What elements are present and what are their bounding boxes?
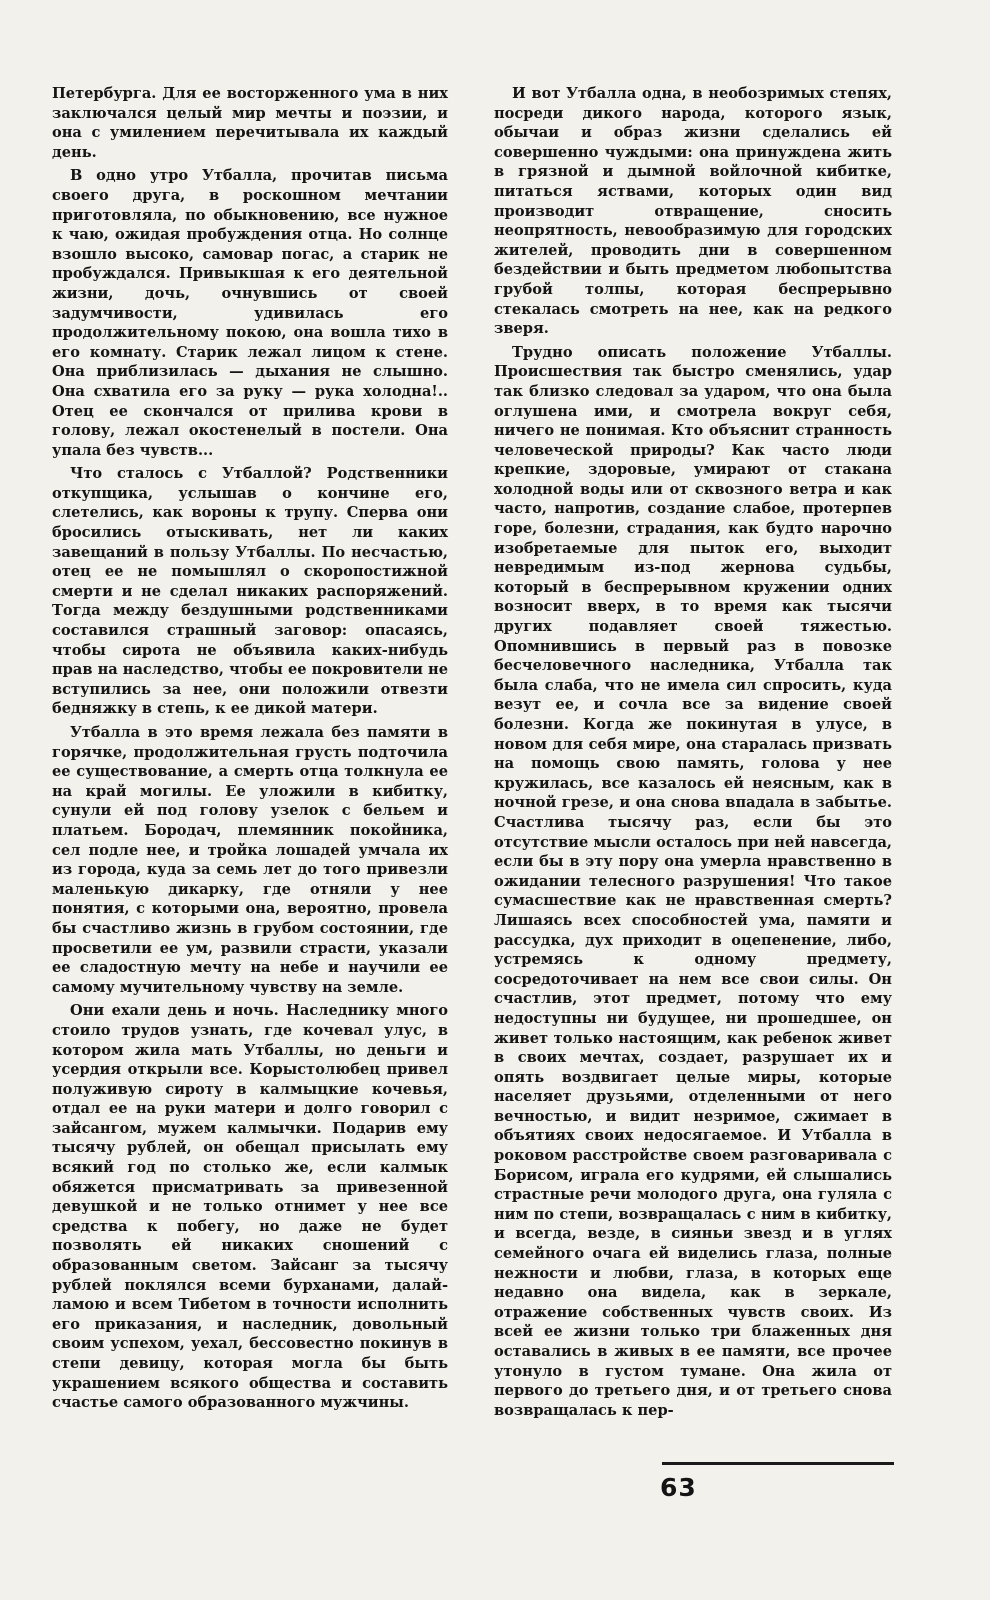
page-number: 63 xyxy=(660,1473,697,1502)
paragraph: И вот Утбалла одна, в необозримых степях, посреди дикого народа, которого язык, обычаи и образ жизни сделались ей совершенно чуждыми: она принуждена жить в грязной и дымной войлочной кибитке, питаться яствами, которых один вид производит отвращение, сносить неопрятность, невообразимую для городских жителей, проводить дни в совершенном бездействии и быть предметом любопытства грубой толпы, которая беспрерывно стекалась смотреть на нее, как на редкого зверя. xyxy=(494,85,892,338)
left-text-column xyxy=(52,84,448,1417)
paragraph: В одно утро Утбалла, прочитав письма своего друга, в роскошном мечтании приготовляла, по обыкновению, все нужное к чаю, ожидая пробуждения отца. Но солнце взошло высоко, самовар погас, а старик не пробуждался. Привыкшая к его деятельной жизни, дочь, очнувшись от своей задумчивости, удивилась его продолжительному покою, она вошла тихо в его комнату. Старик лежал лицом к стене. Она приблизилась — дыхания не слышно. Она схватила его за руку — рука холодна!.. Отец ее скончался от прилива крови в голову, лежал окостенелый в постели. Она упала без чувств... xyxy=(52,167,448,459)
paragraph: Утбалла в это время лежала без памяти в горячке, продолжительная грусть подточила ее существование, а смерть отца толкнула ее на край могилы. Ее уложили в кибитку, сунули ей под голову узелок с бельем и платьем. Бородач, племянник покойника, сел подле нее, и тройка лошадей умчала их из города, куда за семь лет до того привезли маленькую дикарку, где отняли у нее понятия, с которыми она, вероятно, провела бы счастливо жизнь в грубом состоянии, где просветили ее ум, развили страсти, указали ее сладостную мечту на небе и научили ее самому мучительному чувству на земле. xyxy=(52,724,448,996)
paragraph: Трудно описать положение Утбаллы. Происшествия так быстро сменялись, удар так близко следовал за ударом, что она была оглушена ими, и смотрела вокруг себя, ничего не понимая. Кто объяснит странность человеческой природы? Как часто люди крепкие, здоровые, умирают от стакана холодной воды или от сквозного ветра и как часто, напротив, создание слабое, протерпев горе, болезни, страдания, как будто нарочно изобретаемые для пыток его, выходит невредимым из-под жернова судьбы, который в беспрерывном кружении одних возносит вверх, в то время как тысячи других подавляет своей тяжестью. Опомнившись в первый раз в повозке бесчеловечного наследника, Утбалла так была слаба, что не имела сил спросить, куда везут ее, и сочла все за видение своей болезни. Когда же покинутая в улусе, в новом для себя мире, она старалась призвать на помощь свою память, голова у нее кружилась, все казалось ей неясным, как в ночной грезе, и она снова впадала в забытье. Счастлива тысячу раз, если бы это отсутствие мысли осталось при ней навсегда, если бы в эту пору она умерла нравственно в ожидании телесного разрушения! Что такое сумасшествие как не нравственная смерть? Лишаясь всех способностей ума, памяти и рассудка, дух приходит в оцепенение, либо, устремясь к одному предмету, сосредоточивает на нем все свои силы. Он счастлив, этот предмет, потому что ему недоступны ни будущее, ни прошедшее, он живет только настоящим, как ребенок живет в своих мечтах, создает, разрушает их и опять воздвигает целые миры, которые населяет друзьями, отделенными от него вечностью, и видит незримое, сжимает в объятиях своих недосягаемое. И Утбалла в роковом расстройстве своем разговаривала с Борисом, играла его кудрями, ей слышались страстные речи молодого друга, она гуляла с ним по степи, возвращалась с ним в кибитку, и всегда, везде, в сияньи звезд и в углях семейного очага ей виделись глаза, полные нежности и любви, глаза, в которых еще недавно она видела, как в зеркале, отражение собственных чувств своих. Из всей ее жизни только три блаженных дня оставались в живых в ее памяти, все прочее утонуло в густом тумане. Она жила от первого до третьего дня, и от третьего снова возвращалась к пер- xyxy=(494,343,892,1419)
paragraph: Они ехали день и ночь. Наследнику много стоило трудов узнать, где кочевал улус, в котором жила мать Утбаллы, но деньги и усердия открыли все. Корыстолюбец привел полуживую сироту в калмыцкие кочевья, отдал ее на руки матери и долго говорил с зайсангом, мужем калмычки. Подарив ему тысячу рублей, он обещал присылать ему всякий год по столько же, если калмык обяжется присматривать за привезенной девушкой и не только отнимет у нее все средства к побегу, но даже не будет позволять ей никаких сношений с образованным светом. Зайсанг за тысячу рублей поклялся всеми бурханами, далай-ламою и всем Тибетом в точности исполнить его приказания, и наследник, довольный своим успехом, уехал, бессовестно покинув в степи девицу, которая могла бы быть украшением всякого общества и составить счастье самого образованного мужчины. xyxy=(52,1002,448,1412)
paragraph: Что сталось с Утбаллой? Родственники откупщика, услышав о кончине его, слетелись, как вороны к трупу. Сперва они бросились отыскивать, нет ли каких завещаний в пользу Утбаллы. По несчастью, отец ее не помышлял о скоропостижной смерти и не сделал никаких распоряжений. Тогда между бездушными родственниками составился страшный заговор: опасаясь, чтобы сирота не объявила каких-нибудь прав на наследство, чтобы ее покровители не вступились за нее, они положили отвезти бедняжку в степь, к ее дикой матери. xyxy=(52,465,448,718)
footer-rule xyxy=(662,1462,894,1465)
paragraph: Петербурга. Для ее восторженного ума в них заключался целый мир мечты и поэзии, и она с умилением перечитывала их каждый день. xyxy=(52,85,448,161)
right-text-column xyxy=(494,84,892,1424)
